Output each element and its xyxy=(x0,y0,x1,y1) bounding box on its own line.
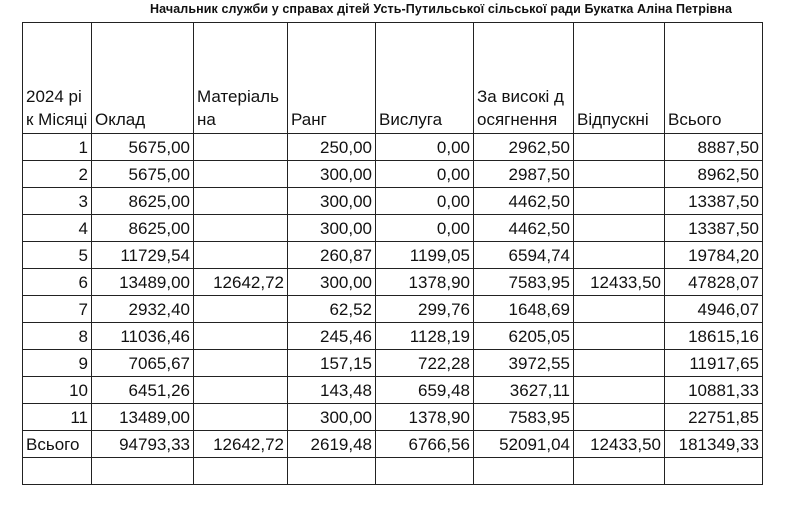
cell-total: 18615,16 xyxy=(665,323,763,350)
table-row xyxy=(23,323,763,350)
column-header-achievements: За високі досягнення xyxy=(474,23,574,134)
table-row xyxy=(23,188,763,215)
cell-seniority: 1199,05 xyxy=(376,242,474,269)
cell-total: 4946,07 xyxy=(665,296,763,323)
empty-cell xyxy=(288,458,376,485)
cell-salary: 7065,67 xyxy=(92,350,194,377)
cell-seniority: 6766,56 xyxy=(376,431,474,458)
cell-seniority: 0,00 xyxy=(376,188,474,215)
total-row xyxy=(23,431,763,458)
cell-month: 8 xyxy=(23,323,92,350)
table-row xyxy=(23,377,763,404)
cell-vacation-pay xyxy=(574,215,665,242)
cell-achievements: 3627,11 xyxy=(474,377,574,404)
cell-seniority: 0,00 xyxy=(376,161,474,188)
cell-achievements: 7583,95 xyxy=(474,404,574,431)
cell-total: 22751,85 xyxy=(665,404,763,431)
cell-seniority: 1378,90 xyxy=(376,404,474,431)
cell-vacation-pay xyxy=(574,161,665,188)
cell-total: 8962,50 xyxy=(665,161,763,188)
table-row xyxy=(23,404,763,431)
cell-total: 47828,07 xyxy=(665,269,763,296)
cell-total: 8887,50 xyxy=(665,134,763,161)
cell-month: 9 xyxy=(23,350,92,377)
cell-month: 6 xyxy=(23,269,92,296)
cell-salary: 5675,00 xyxy=(92,161,194,188)
cell-month: 11 xyxy=(23,404,92,431)
cell-material-aid xyxy=(194,377,288,404)
empty-cell xyxy=(574,458,665,485)
column-header-material-aid: Матеріальна xyxy=(194,23,288,134)
cell-rank: 2619,48 xyxy=(288,431,376,458)
cell-salary: 11729,54 xyxy=(92,242,194,269)
cell-salary: 13489,00 xyxy=(92,404,194,431)
cell-vacation-pay: 12433,50 xyxy=(574,269,665,296)
cell-vacation-pay xyxy=(574,323,665,350)
cell-material-aid: 12642,72 xyxy=(194,269,288,296)
document-title: Начальник служби у справах дітей Усть-Путильської сільської ради Букатка Аліна Петрівна xyxy=(150,2,733,16)
cell-salary: 94793,33 xyxy=(92,431,194,458)
cell-achievements: 52091,04 xyxy=(474,431,574,458)
cell-achievements: 6594,74 xyxy=(474,242,574,269)
cell-achievements: 2987,50 xyxy=(474,161,574,188)
cell-material-aid xyxy=(194,323,288,350)
cell-rank: 245,46 xyxy=(288,323,376,350)
cell-rank: 157,15 xyxy=(288,350,376,377)
cell-rank: 250,00 xyxy=(288,134,376,161)
cell-vacation-pay xyxy=(574,377,665,404)
cell-vacation-pay xyxy=(574,404,665,431)
empty-cell xyxy=(665,458,763,485)
table-row xyxy=(23,215,763,242)
table-row xyxy=(23,134,763,161)
cell-total: 19784,20 xyxy=(665,242,763,269)
cell-rank: 260,87 xyxy=(288,242,376,269)
cell-achievements: 4462,50 xyxy=(474,188,574,215)
cell-seniority: 659,48 xyxy=(376,377,474,404)
cell-vacation-pay xyxy=(574,296,665,323)
table-row xyxy=(23,242,763,269)
cell-rank: 300,00 xyxy=(288,161,376,188)
cell-salary: 11036,46 xyxy=(92,323,194,350)
cell-month: 4 xyxy=(23,215,92,242)
cell-achievements: 2962,50 xyxy=(474,134,574,161)
column-header-rank: Ранг xyxy=(288,23,376,134)
empty-row xyxy=(23,458,763,485)
cell-rank: 62,52 xyxy=(288,296,376,323)
cell-salary: 5675,00 xyxy=(92,134,194,161)
cell-total: 13387,50 xyxy=(665,215,763,242)
cell-seniority: 722,28 xyxy=(376,350,474,377)
cell-achievements: 3972,55 xyxy=(474,350,574,377)
cell-material-aid: 12642,72 xyxy=(194,431,288,458)
cell-month: 3 xyxy=(23,188,92,215)
empty-cell xyxy=(474,458,574,485)
column-header-vacation-pay: Відпускні xyxy=(574,23,665,134)
cell-achievements: 6205,05 xyxy=(474,323,574,350)
cell-seniority: 1378,90 xyxy=(376,269,474,296)
cell-material-aid xyxy=(194,350,288,377)
cell-material-aid xyxy=(194,134,288,161)
cell-material-aid xyxy=(194,404,288,431)
cell-month: Всього xyxy=(23,431,92,458)
cell-achievements: 1648,69 xyxy=(474,296,574,323)
cell-rank: 300,00 xyxy=(288,188,376,215)
cell-salary: 6451,26 xyxy=(92,377,194,404)
column-header-month: 2024 рік Місяці xyxy=(23,23,92,134)
column-header-total: Всього xyxy=(665,23,763,134)
cell-month: 5 xyxy=(23,242,92,269)
cell-material-aid xyxy=(194,215,288,242)
table-row xyxy=(23,269,763,296)
table-row xyxy=(23,161,763,188)
cell-month: 10 xyxy=(23,377,92,404)
cell-achievements: 7583,95 xyxy=(474,269,574,296)
cell-seniority: 0,00 xyxy=(376,215,474,242)
table-row xyxy=(23,350,763,377)
cell-total: 13387,50 xyxy=(665,188,763,215)
cell-rank: 300,00 xyxy=(288,215,376,242)
table-body xyxy=(23,134,763,485)
cell-total: 10881,33 xyxy=(665,377,763,404)
empty-cell xyxy=(92,458,194,485)
cell-rank: 300,00 xyxy=(288,404,376,431)
cell-seniority: 0,00 xyxy=(376,134,474,161)
empty-cell xyxy=(194,458,288,485)
cell-salary: 8625,00 xyxy=(92,188,194,215)
cell-salary: 13489,00 xyxy=(92,269,194,296)
empty-cell xyxy=(23,458,92,485)
cell-rank: 143,48 xyxy=(288,377,376,404)
header-row xyxy=(23,23,763,134)
cell-rank: 300,00 xyxy=(288,269,376,296)
cell-seniority: 1128,19 xyxy=(376,323,474,350)
cell-vacation-pay xyxy=(574,188,665,215)
cell-vacation-pay xyxy=(574,350,665,377)
cell-salary: 2932,40 xyxy=(92,296,194,323)
cell-material-aid xyxy=(194,188,288,215)
cell-vacation-pay xyxy=(574,242,665,269)
cell-month: 1 xyxy=(23,134,92,161)
column-header-seniority: Вислуга xyxy=(376,23,474,134)
cell-total: 181349,33 xyxy=(665,431,763,458)
cell-vacation-pay xyxy=(574,134,665,161)
cell-month: 2 xyxy=(23,161,92,188)
cell-vacation-pay: 12433,50 xyxy=(574,431,665,458)
cell-salary: 8625,00 xyxy=(92,215,194,242)
cell-material-aid xyxy=(194,296,288,323)
cell-achievements: 4462,50 xyxy=(474,215,574,242)
cell-total: 11917,65 xyxy=(665,350,763,377)
table-row xyxy=(23,296,763,323)
cell-material-aid xyxy=(194,161,288,188)
column-header-salary: Оклад xyxy=(92,23,194,134)
salary-table xyxy=(22,22,763,485)
cell-month: 7 xyxy=(23,296,92,323)
cell-seniority: 299,76 xyxy=(376,296,474,323)
cell-material-aid xyxy=(194,242,288,269)
empty-cell xyxy=(376,458,474,485)
